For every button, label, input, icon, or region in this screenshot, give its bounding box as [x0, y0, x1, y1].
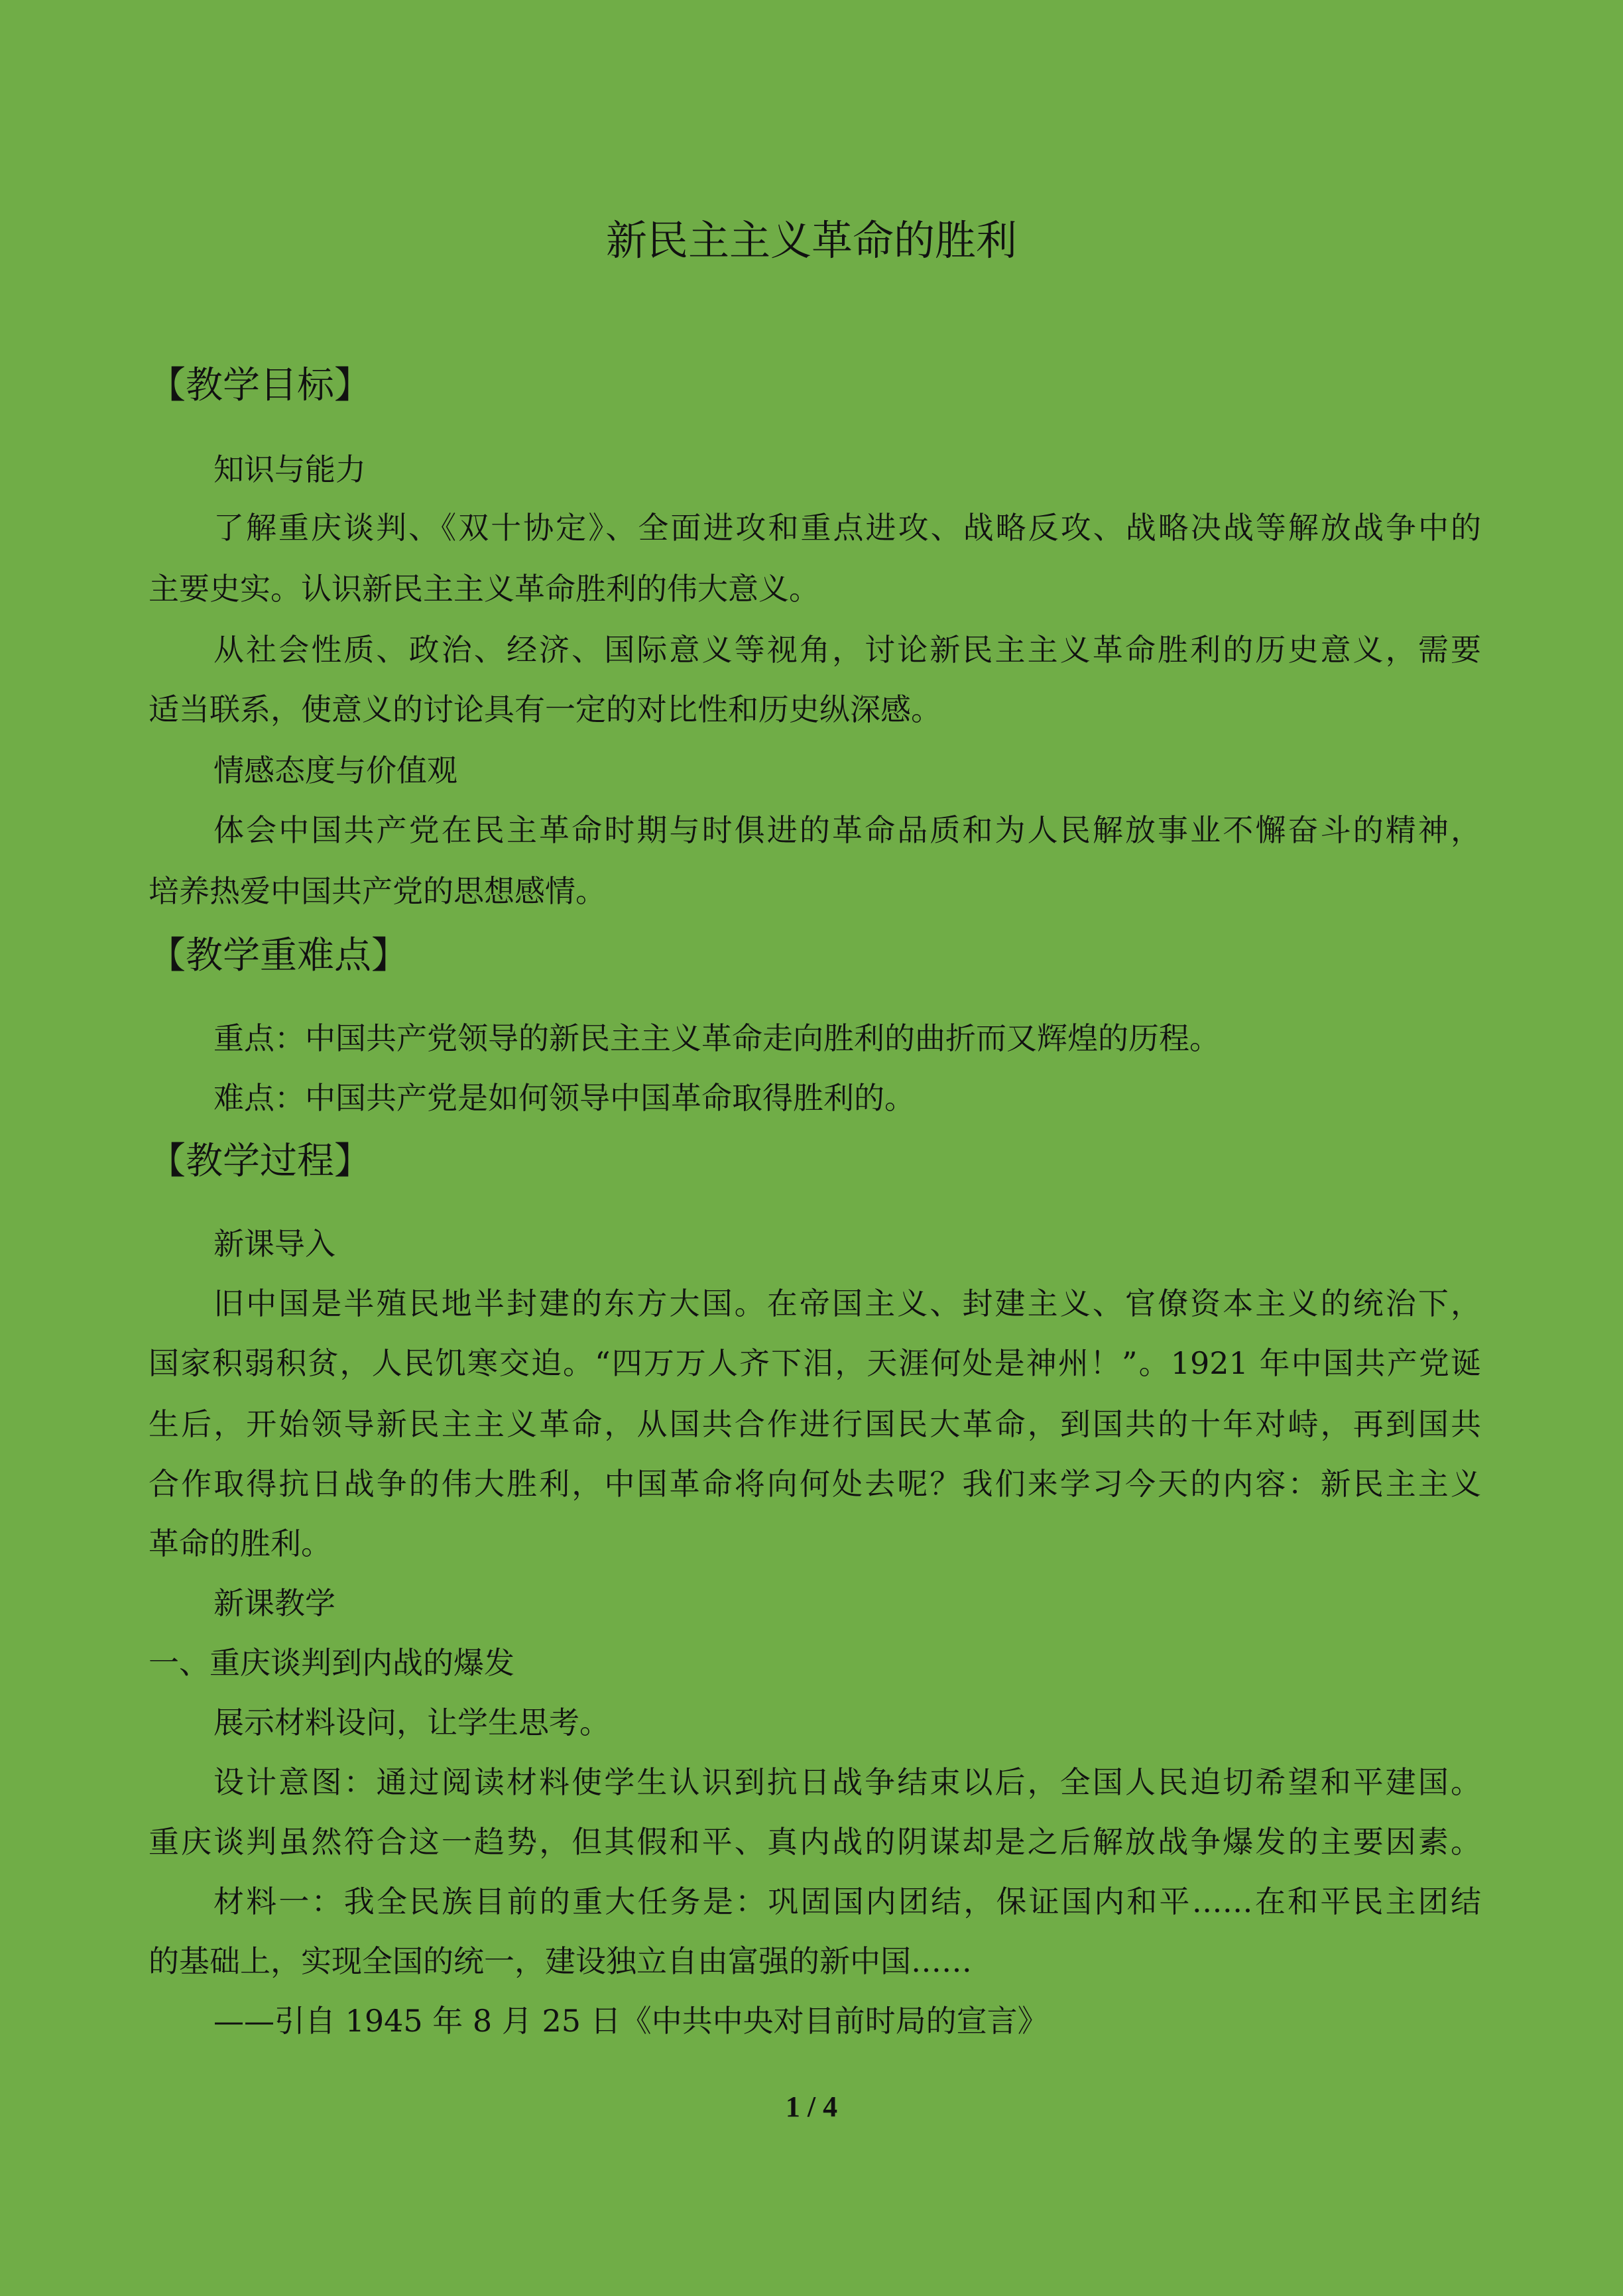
subheading-intro: 新课导入 — [213, 1226, 335, 1262]
paragraph-line: 革命的胜利。 — [149, 1526, 331, 1561]
subheading-values: 情感态度与价值观 — [213, 753, 457, 788]
material-line: 材料一：我全民族目前的重大任务是：巩固国内团结，保证国内和平……在和平民主团结 — [213, 1884, 1481, 1919]
paragraph-line: 重庆谈判虽然符合这一趋势，但其假和平、真内战的阴谋却是之后解放战争爆发的主要因素。 — [149, 1824, 1481, 1860]
paragraph-line: 从社会性质、政治、经济、国际意义等视角，讨论新民主主义革命胜利的历史意义，需要 — [213, 632, 1481, 668]
key-point-line: 重点：中国共产党领导的新民主主义革命走向胜利的曲折而又辉煌的历程。 — [213, 1020, 1220, 1056]
material-source: ——引自 1945 年 8 月 25 日《中共中央对目前时局的宣言》 — [213, 2003, 1048, 2039]
difficulty-line: 难点：中国共产党是如何领导中国革命取得胜利的。 — [213, 1080, 915, 1116]
paragraph-line: 旧中国是半殖民地半封建的东方大国。在帝国主义、封建主义、官僚资本主义的统治下， — [213, 1286, 1481, 1321]
heading-teaching-goals: 【教学目标】 — [149, 364, 371, 407]
material-line: 的基础上，实现全国的统一，建设独立自由富强的新中国…… — [149, 1943, 972, 1979]
heading-key-points: 【教学重难点】 — [149, 934, 408, 977]
paragraph-line: 展示材料设问，让学生思考。 — [213, 1705, 610, 1740]
subheading-knowledge: 知识与能力 — [213, 452, 366, 487]
page-number: 1 / 4 — [785, 2090, 838, 2123]
paragraph-line: 设计意图：通过阅读材料使学生认识到抗日战争结束以后，全国人民迫切希望和平建国。 — [213, 1764, 1481, 1800]
paragraph-line: 体会中国共产党在民主革命时期与时俱进的革命品质和为人民解放事业不懈奋斗的精神， — [213, 812, 1481, 848]
paragraph-line: 合作取得抗日战争的伟大胜利，中国革命将向何处去呢？我们来学习今天的内容：新民主主义 — [149, 1466, 1481, 1502]
paragraph-line: 培养热爱中国共产党的思想感情。 — [149, 873, 606, 909]
paragraph-line: 国家积弱积贫，人民饥寒交迫。“四万万人齐下泪，天涯何处是神州！”。1921 年中国共产党诞 — [149, 1345, 1481, 1381]
paragraph-line: 了解重庆谈判、《双十协定》、全面进攻和重点进攻、战略反攻、战略决战等解放战争中的 — [213, 510, 1481, 546]
paragraph-line: 主要史实。认识新民主主义革命胜利的伟大意义。 — [149, 571, 819, 607]
subheading-new-lesson: 新课教学 — [213, 1585, 335, 1621]
part-heading: 一、重庆谈判到内战的爆发 — [149, 1645, 514, 1681]
page-title: 新民主主义革命的胜利 — [605, 216, 1017, 265]
heading-teaching-process: 【教学过程】 — [149, 1140, 371, 1183]
paragraph-line: 适当联系，使意义的讨论具有一定的对比性和历史纵深感。 — [149, 692, 941, 727]
paragraph-line: 生后，开始领导新民主主义革命，从国共合作进行国民大革命，到国共的十年对峙，再到国共 — [149, 1406, 1481, 1442]
